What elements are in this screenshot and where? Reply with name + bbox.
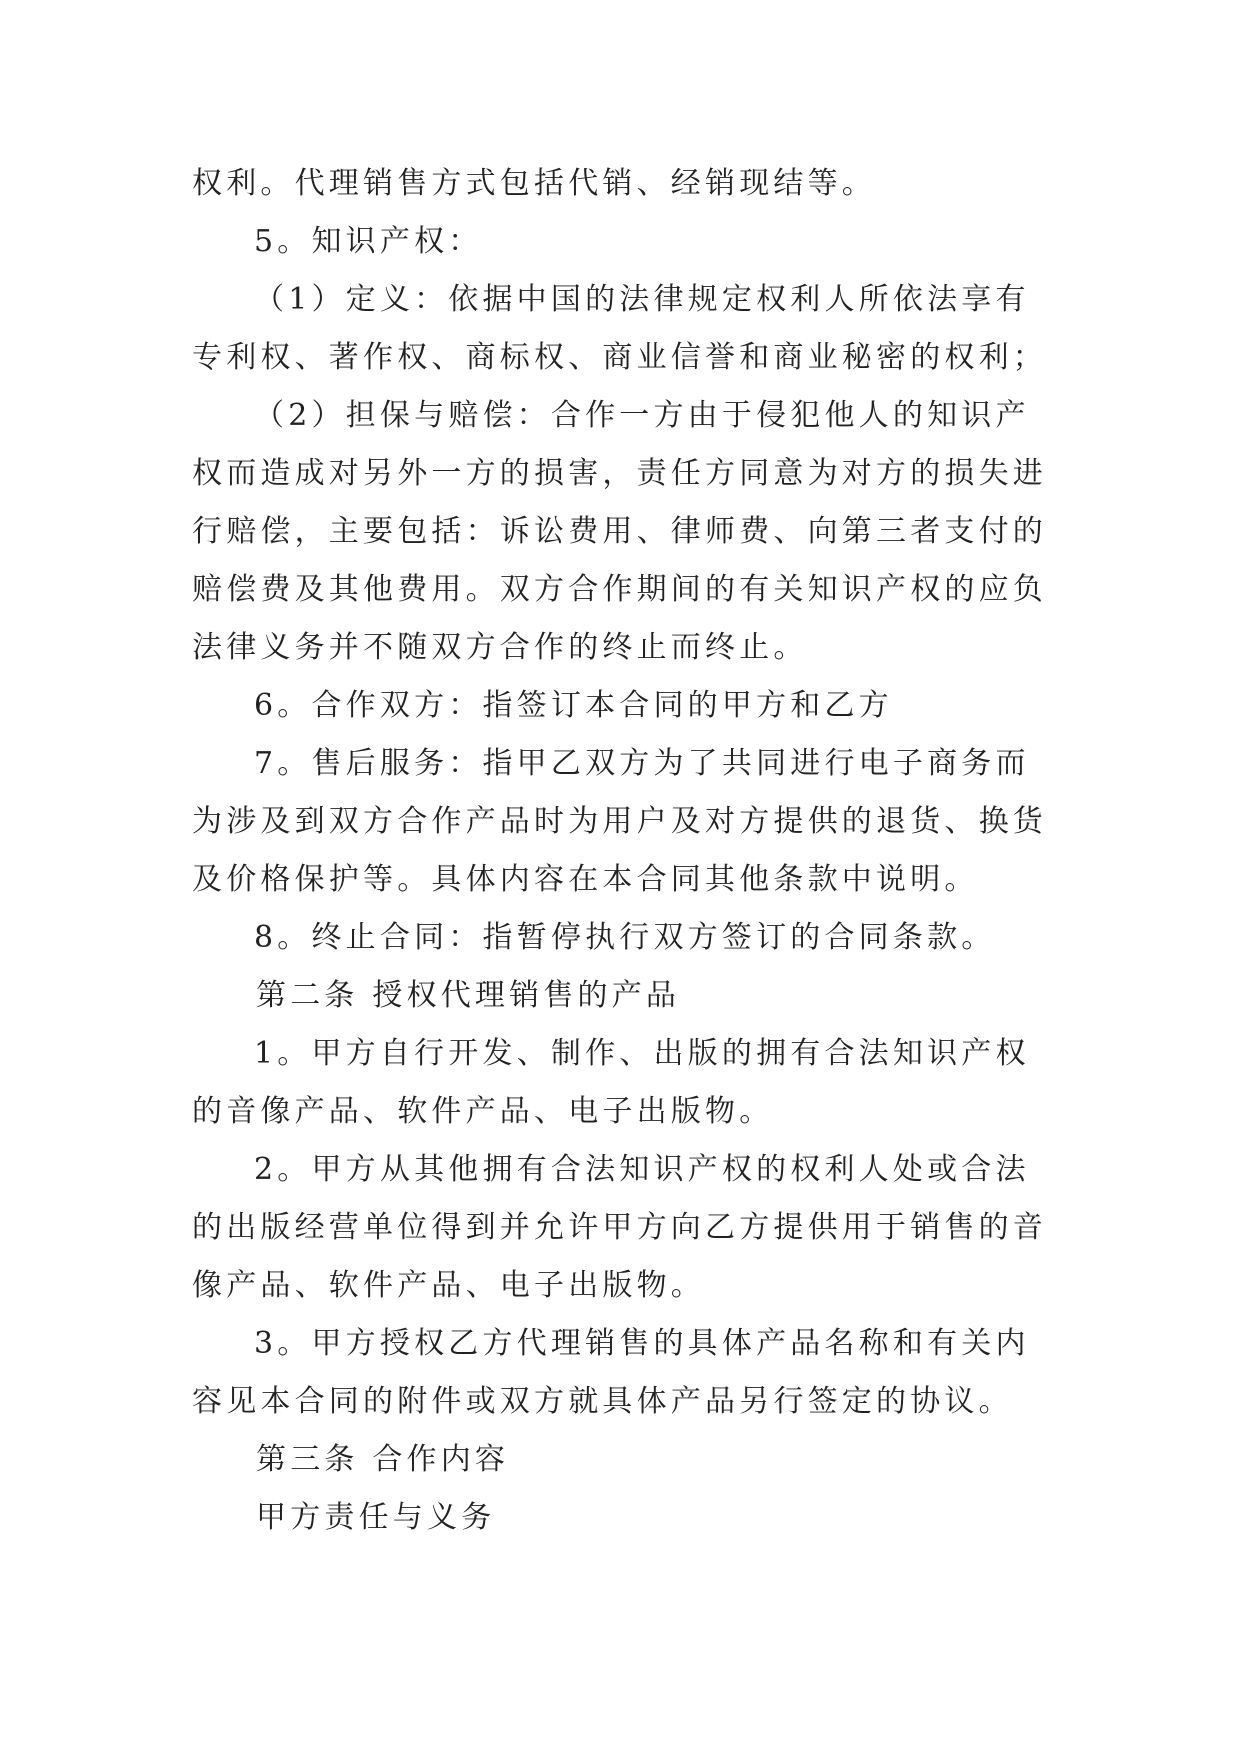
paragraph-item-8: 8。终止合同：指暂停执行双方签订的合同条款。 xyxy=(254,920,996,955)
document-page xyxy=(192,155,1054,1547)
paragraph-subitem-1: （1）定义：依据中国的法律规定权利人所依法享有专利权、著作权、商标权、商业信誉和商业秘密的权利； xyxy=(192,282,1047,375)
paragraph-continuation: 权利。代理销售方式包括代销、经销现结等。 xyxy=(192,166,876,201)
paragraph-item-6: 6。合作双方：指签订本合同的甲方和乙方 xyxy=(254,688,893,723)
paragraph-article-2-item-3: 3。甲方授权乙方代理销售的具体产品名称和有关内容见本合同的附件或双方就具体产品另行签定的协议。 xyxy=(192,1326,1030,1419)
subsection-heading-party-a: 甲方责任与义务 xyxy=(256,1500,496,1535)
paragraph-item-5: 5。知识产权： xyxy=(254,224,483,259)
paragraph-subitem-2: （2）担保与赔偿：合作一方由于侵犯他人的知识产权而造成对另外一方的损害，责任方同意为对方的损失进行赔偿，主要包括：诉讼费用、律师费、向第三者支付的赔偿费及其他费用。双方合作期间的有关知识产权的应负法律义务并不随双方合作的终止而终止。 xyxy=(192,398,1047,665)
paragraph-article-2-item-1: 1。甲方自行开发、制作、出版的拥有合法知识产权的音像产品、软件产品、电子出版物。 xyxy=(192,1036,1030,1129)
paragraph-item-7: 7。售后服务：指甲乙双方为了共同进行电子商务而为涉及到双方合作产品时为用户及对方提供的退货、换货及价格保护等。具体内容在本合同其他条款中说明。 xyxy=(192,746,1047,897)
section-heading-article-2: 第二条 授权代理销售的产品 xyxy=(256,978,681,1013)
paragraph-article-2-item-2: 2。甲方从其他拥有合法知识产权的权利人处或合法的出版经营单位得到并允许甲方向乙方提供用于销售的音像产品、软件产品、电子出版物。 xyxy=(192,1152,1047,1303)
section-heading-article-3: 第三条 合作内容 xyxy=(256,1442,510,1477)
